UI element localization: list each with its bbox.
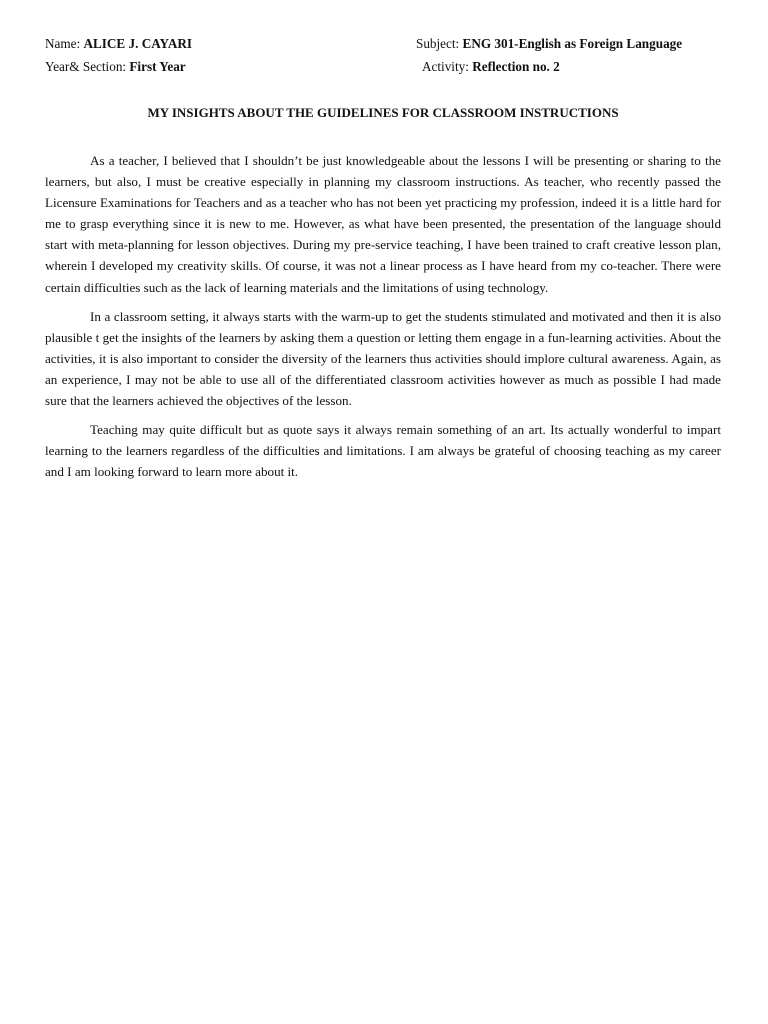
paragraph-3: Teaching may quite difficult but as quote says it always remain something of an art. Its actually wonderful to impart learning to the learners regardless of the difficulties and limitations. I am always be grateful of choosing teaching as my career and I am looking forward to learn more about it. [45,422,721,480]
header-row-section-activity [45,58,721,76]
subject-field [416,35,682,53]
activity-field [422,58,560,76]
section-field [45,58,186,76]
subject-label: Subject: [416,36,463,51]
name-label: Name: [45,36,84,51]
subject-value: ENG 301-English as Foreign Language [462,36,683,51]
section-value: First Year [129,59,186,74]
document-title: MY INSIGHTS ABOUT THE GUIDELINES FOR CLASSROOM INSTRUCTIONS [147,105,619,120]
paragraph-1: As a teacher, I believed that I shouldn’t be just knowledgeable about the lessons I will be presenting or sharing to the learners, but also, I must be creative especially in planning my classroom instructions. As teacher, who recently passed the Licensure Examinations for Teachers and as a teacher who has not been yet practicing my profession, indeed it is a little hard for me to grasp everything since it is new to me. However, as what have been presented, the presentation of the language should start with meta-planning for lesson objectives. During my pre-service teaching, I have been trained to craft creative lesson plan, wherein I developed my creativity skills. Of course, it was not a linear process as I have heard from my co-teacher. There were certain difficulties such as the lack of learning materials and the limitations of using technology. [45,153,721,295]
student-name: ALICE J. CAYARI [83,36,193,51]
name-field [45,35,192,53]
activity-value: Reflection no. 2 [472,59,560,74]
activity-label: Activity: [422,59,473,74]
reflection-body [45,150,721,490]
paragraph-2: In a classroom setting, it always starts with the warm-up to get the students stimulated and motivated and then it is also plausible t get the insights of the learners by asking them a question or letting them engage in a fun-learning activities. About the activities, it is also important to consider the diversity of the learners thus activities should implore cultural awareness. Again, as an experience, I may not be able to use all of the differentiated classroom activities however as much as possible I had made sure that the learners achieved the objectives of the lesson. [45,308,721,409]
header-row-name-subject [45,35,721,53]
section-label: Year& Section: [45,59,130,74]
